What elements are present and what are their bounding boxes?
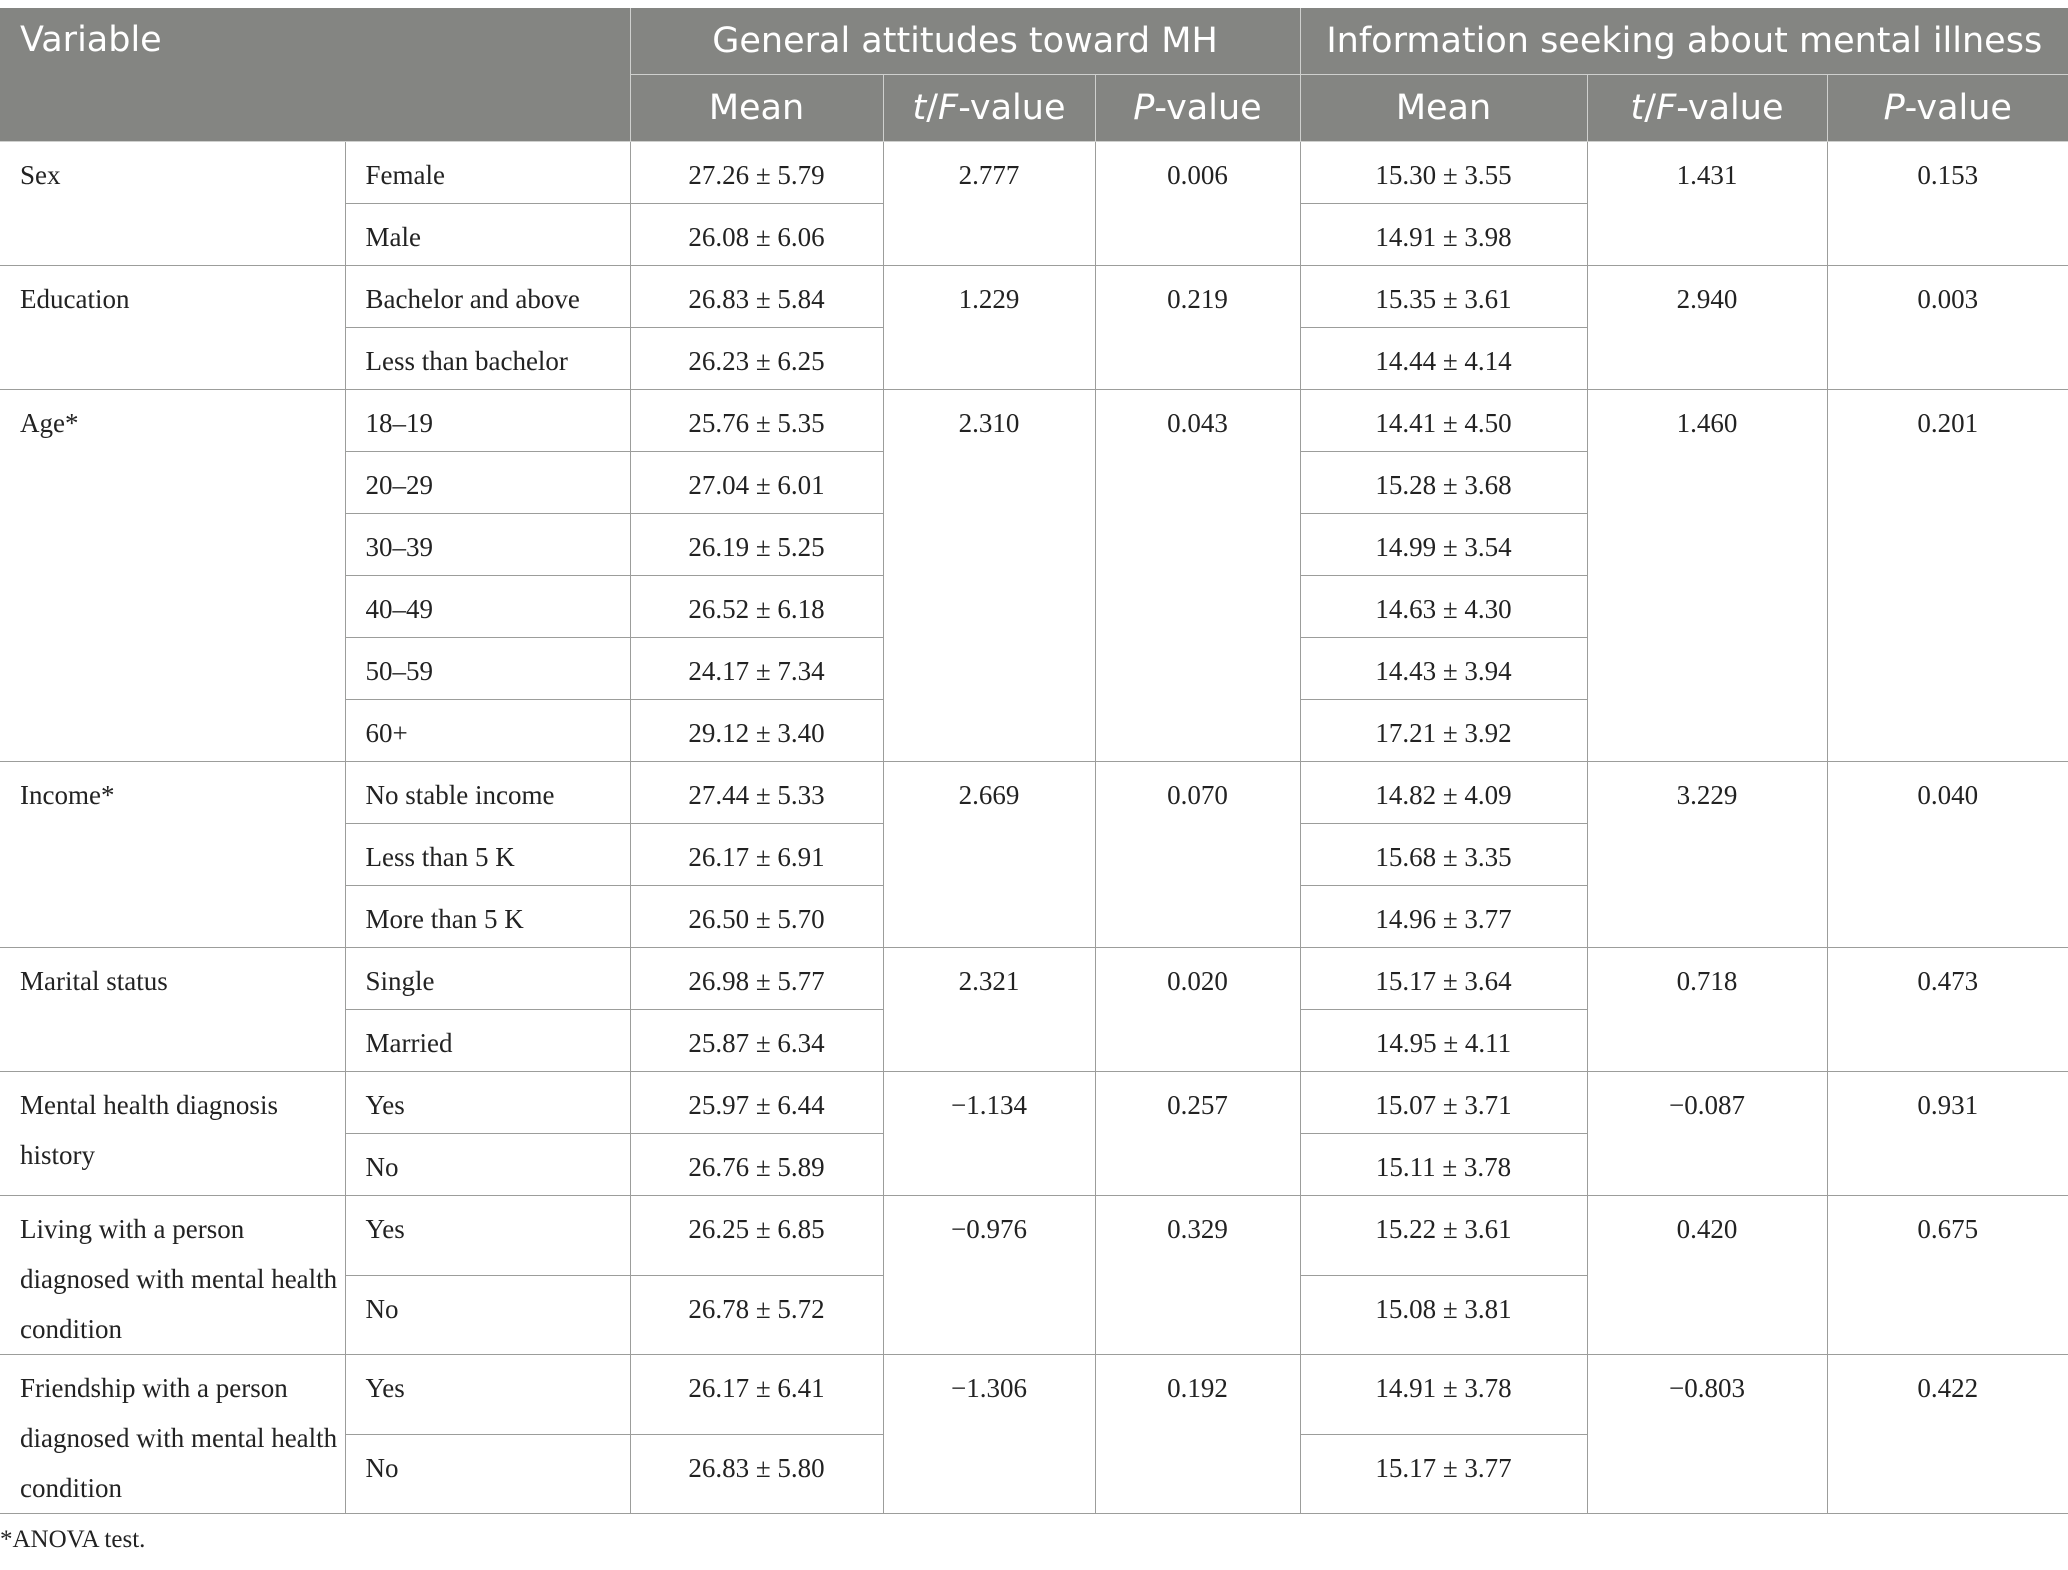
- p-value-attitudes-cell: 0.329: [1095, 1196, 1300, 1355]
- level-cell: 30–39: [345, 514, 630, 576]
- mean-attitudes-cell: 26.08 ± 6.06: [630, 204, 883, 266]
- mean-attitudes-cell: 25.87 ± 6.34: [630, 1010, 883, 1072]
- level-cell: 50–59: [345, 638, 630, 700]
- tf-value-info-seeking-cell: 2.940: [1587, 266, 1827, 390]
- variable-cell: Sex: [0, 142, 345, 266]
- mean-info-seeking-cell: 14.91 ± 3.78: [1300, 1355, 1587, 1435]
- table-row: [0, 266, 2068, 328]
- mean-attitudes-cell: 26.17 ± 6.41: [630, 1355, 883, 1435]
- header-tf-value-1: t/F-value: [883, 75, 1095, 142]
- header-tf-value-2: t/F-value: [1587, 75, 1827, 142]
- variable-cell: Living with a person diagnosed with mental health condition: [0, 1196, 345, 1355]
- table-row: [0, 1072, 2068, 1134]
- tf-value-attitudes-cell: −1.306: [883, 1355, 1095, 1514]
- tf-value-info-seeking-cell: 0.718: [1587, 948, 1827, 1072]
- level-cell: Single: [345, 948, 630, 1010]
- header-mean-2: Mean: [1300, 75, 1587, 142]
- level-cell: No: [345, 1275, 630, 1355]
- header-group-information-seeking: Information seeking about mental illness: [1300, 8, 2068, 75]
- mean-info-seeking-cell: 15.08 ± 3.81: [1300, 1275, 1587, 1355]
- tf-value-info-seeking-cell: 3.229: [1587, 762, 1827, 948]
- level-cell: 20–29: [345, 452, 630, 514]
- tf-value-attitudes-cell: 2.321: [883, 948, 1095, 1072]
- mean-info-seeking-cell: 15.17 ± 3.77: [1300, 1434, 1587, 1514]
- variable-cell: Education: [0, 266, 345, 390]
- mean-attitudes-cell: 27.26 ± 5.79: [630, 142, 883, 204]
- mean-attitudes-cell: 26.83 ± 5.80: [630, 1434, 883, 1514]
- header-group-attitudes: General attitudes toward MH: [630, 8, 1300, 75]
- mean-info-seeking-cell: 14.91 ± 3.98: [1300, 204, 1587, 266]
- p-value-attitudes-cell: 0.070: [1095, 762, 1300, 948]
- header-mean-1: Mean: [630, 75, 883, 142]
- mean-attitudes-cell: 27.44 ± 5.33: [630, 762, 883, 824]
- mean-attitudes-cell: 26.98 ± 5.77: [630, 948, 883, 1010]
- p-value-info-seeking-cell: 0.473: [1827, 948, 2068, 1072]
- tf-value-attitudes-cell: 2.669: [883, 762, 1095, 948]
- table-row: [0, 390, 2068, 452]
- mean-attitudes-cell: 26.83 ± 5.84: [630, 266, 883, 328]
- variable-cell: Age*: [0, 390, 345, 762]
- results-table-container: [0, 8, 2068, 1514]
- p-value-info-seeking-cell: 0.153: [1827, 142, 2068, 266]
- level-cell: 60+: [345, 700, 630, 762]
- mean-info-seeking-cell: 15.07 ± 3.71: [1300, 1072, 1587, 1134]
- level-cell: Male: [345, 204, 630, 266]
- mean-attitudes-cell: 26.25 ± 6.85: [630, 1196, 883, 1276]
- mean-info-seeking-cell: 15.22 ± 3.61: [1300, 1196, 1587, 1276]
- mean-info-seeking-cell: 14.96 ± 3.77: [1300, 886, 1587, 948]
- mean-attitudes-cell: 26.78 ± 5.72: [630, 1275, 883, 1355]
- p-value-attitudes-cell: 0.219: [1095, 266, 1300, 390]
- level-cell: No: [345, 1134, 630, 1196]
- mean-attitudes-cell: 26.19 ± 5.25: [630, 514, 883, 576]
- table-row: [0, 762, 2068, 824]
- table-row: [0, 948, 2068, 1010]
- p-value-info-seeking-cell: 0.422: [1827, 1355, 2068, 1514]
- level-cell: No: [345, 1434, 630, 1514]
- header-variable: Variable: [0, 8, 630, 142]
- mean-info-seeking-cell: 14.44 ± 4.14: [1300, 328, 1587, 390]
- tf-value-attitudes-cell: 1.229: [883, 266, 1095, 390]
- table-row: [0, 1196, 2068, 1276]
- mean-info-seeking-cell: 14.82 ± 4.09: [1300, 762, 1587, 824]
- p-value-attitudes-cell: 0.192: [1095, 1355, 1300, 1514]
- p-value-attitudes-cell: 0.020: [1095, 948, 1300, 1072]
- variable-cell: Mental health diagnosis history: [0, 1072, 345, 1196]
- mean-attitudes-cell: 26.52 ± 6.18: [630, 576, 883, 638]
- p-value-info-seeking-cell: 0.201: [1827, 390, 2068, 762]
- mean-attitudes-cell: 26.17 ± 6.91: [630, 824, 883, 886]
- table-body: [0, 142, 2068, 1514]
- level-cell: Bachelor and above: [345, 266, 630, 328]
- mean-attitudes-cell: 25.76 ± 5.35: [630, 390, 883, 452]
- table-header: [0, 8, 2068, 142]
- level-cell: Yes: [345, 1355, 630, 1435]
- tf-value-info-seeking-cell: −0.087: [1587, 1072, 1827, 1196]
- header-p-value-2: P-value: [1827, 75, 2068, 142]
- mean-attitudes-cell: 27.04 ± 6.01: [630, 452, 883, 514]
- level-cell: More than 5 K: [345, 886, 630, 948]
- mean-info-seeking-cell: 15.30 ± 3.55: [1300, 142, 1587, 204]
- mean-attitudes-cell: 26.23 ± 6.25: [630, 328, 883, 390]
- p-value-info-seeking-cell: 0.003: [1827, 266, 2068, 390]
- variable-cell: Friendship with a person diagnosed with mental health condition: [0, 1355, 345, 1514]
- mean-attitudes-cell: 25.97 ± 6.44: [630, 1072, 883, 1134]
- p-value-info-seeking-cell: 0.040: [1827, 762, 2068, 948]
- level-cell: Female: [345, 142, 630, 204]
- header-p-value-1: P-value: [1095, 75, 1300, 142]
- mean-info-seeking-cell: 15.17 ± 3.64: [1300, 948, 1587, 1010]
- table-row: [0, 1355, 2068, 1435]
- mean-info-seeking-cell: 14.41 ± 4.50: [1300, 390, 1587, 452]
- level-cell: Less than 5 K: [345, 824, 630, 886]
- tf-value-attitudes-cell: −0.976: [883, 1196, 1095, 1355]
- p-value-attitudes-cell: 0.006: [1095, 142, 1300, 266]
- tf-value-attitudes-cell: 2.777: [883, 142, 1095, 266]
- table-footnote: *ANOVA test.: [0, 1526, 146, 1553]
- mean-attitudes-cell: 26.76 ± 5.89: [630, 1134, 883, 1196]
- results-table: [0, 8, 2068, 1514]
- mean-info-seeking-cell: 14.99 ± 3.54: [1300, 514, 1587, 576]
- level-cell: No stable income: [345, 762, 630, 824]
- mean-info-seeking-cell: 17.21 ± 3.92: [1300, 700, 1587, 762]
- tf-value-attitudes-cell: −1.134: [883, 1072, 1095, 1196]
- mean-attitudes-cell: 26.50 ± 5.70: [630, 886, 883, 948]
- header-row-top: [0, 8, 2068, 75]
- table-row: [0, 142, 2068, 204]
- tf-value-info-seeking-cell: 0.420: [1587, 1196, 1827, 1355]
- mean-attitudes-cell: 24.17 ± 7.34: [630, 638, 883, 700]
- mean-info-seeking-cell: 15.28 ± 3.68: [1300, 452, 1587, 514]
- variable-cell: Income*: [0, 762, 345, 948]
- tf-value-attitudes-cell: 2.310: [883, 390, 1095, 762]
- variable-cell: Marital status: [0, 948, 345, 1072]
- level-cell: Less than bachelor: [345, 328, 630, 390]
- mean-info-seeking-cell: 14.43 ± 3.94: [1300, 638, 1587, 700]
- tf-value-info-seeking-cell: −0.803: [1587, 1355, 1827, 1514]
- level-cell: Yes: [345, 1072, 630, 1134]
- mean-info-seeking-cell: 15.11 ± 3.78: [1300, 1134, 1587, 1196]
- p-value-info-seeking-cell: 0.675: [1827, 1196, 2068, 1355]
- level-cell: Yes: [345, 1196, 630, 1276]
- level-cell: 40–49: [345, 576, 630, 638]
- p-value-attitudes-cell: 0.257: [1095, 1072, 1300, 1196]
- tf-value-info-seeking-cell: 1.431: [1587, 142, 1827, 266]
- mean-info-seeking-cell: 15.35 ± 3.61: [1300, 266, 1587, 328]
- mean-info-seeking-cell: 14.63 ± 4.30: [1300, 576, 1587, 638]
- mean-info-seeking-cell: 14.95 ± 4.11: [1300, 1010, 1587, 1072]
- p-value-attitudes-cell: 0.043: [1095, 390, 1300, 762]
- mean-attitudes-cell: 29.12 ± 3.40: [630, 700, 883, 762]
- tf-value-info-seeking-cell: 1.460: [1587, 390, 1827, 762]
- p-value-info-seeking-cell: 0.931: [1827, 1072, 2068, 1196]
- level-cell: Married: [345, 1010, 630, 1072]
- level-cell: 18–19: [345, 390, 630, 452]
- mean-info-seeking-cell: 15.68 ± 3.35: [1300, 824, 1587, 886]
